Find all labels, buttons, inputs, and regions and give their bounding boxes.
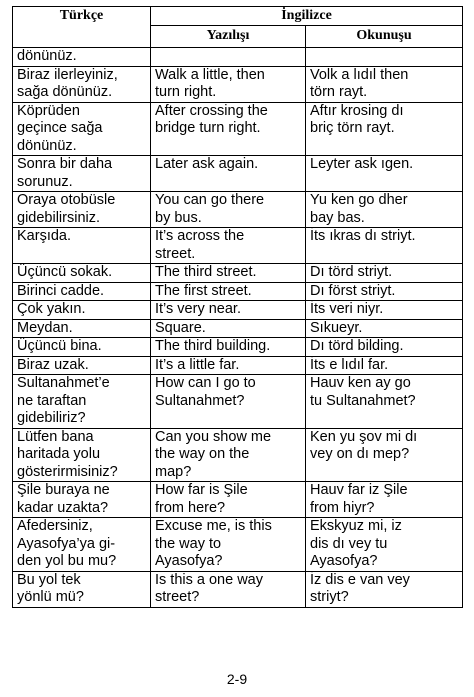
cell-english-written: Is this a one way street? [151,571,306,607]
table-header [13,7,463,48]
cell-pronunciation: Aftır krosing dı briç törn rayt. [306,102,463,156]
cell-turkish: Üçüncü bina. [13,338,151,357]
table-row [13,48,463,67]
cell-turkish: Oraya otobüsle gidebilirsiniz. [13,192,151,228]
cell-pronunciation: Dı törd striyt. [306,264,463,283]
page-number: 2-9 [226,671,248,687]
cell-turkish: Afedersiniz, Ayasofya’ya gi- den yol bu mu? [13,518,151,572]
cell-turkish: Lütfen bana haritada yolu gösterirmisiniz? [13,428,151,482]
cell-english-written: How far is Şile from here? [151,482,306,518]
table-row [13,228,463,264]
cell-english-written: Excuse me, is this the way to Ayasofya? [151,518,306,572]
cell-english-written: Square. [151,319,306,338]
table-body [13,48,463,608]
cell-pronunciation: Ken yu şov mi dı vey on dı mep? [306,428,463,482]
cell-turkish: dönünüz. [13,48,151,67]
table-row [13,338,463,357]
table-row [13,192,463,228]
table-row [13,482,463,518]
cell-pronunciation: Sıkueyr. [306,319,463,338]
cell-english-written: The third street. [151,264,306,283]
cell-pronunciation: Volk a lıdıl then törn rayt. [306,66,463,102]
cell-pronunciation: İts e lıdıl far. [306,356,463,375]
cell-pronunciation: Ekskyuz mi, iz dis dı vey tu Ayasofya? [306,518,463,572]
cell-english-written: Walk a little, then turn right. [151,66,306,102]
cell-pronunciation: İz dis e van vey striyt? [306,571,463,607]
table-row [13,319,463,338]
cell-turkish: Sultanahmet’e ne taraftan gidebiliriz? [13,375,151,429]
table-row [13,156,463,192]
cell-turkish: Sonra bir daha sorunuz. [13,156,151,192]
cell-pronunciation: Dı törd bilding. [306,338,463,357]
table-row [13,301,463,320]
header-pronunciation: Okunuşu [306,26,463,48]
table-row [13,264,463,283]
cell-pronunciation: Leyter ask ıgen. [306,156,463,192]
table-row [13,518,463,572]
table-row [13,102,463,156]
phrase-table [12,6,463,608]
header-turkish: Türkçe [13,7,151,48]
cell-pronunciation: Dı först striyt. [306,282,463,301]
cell-english-written: You can go there by bus. [151,192,306,228]
cell-pronunciation: Hauv ken ay go tu Sultanahmet? [306,375,463,429]
cell-english-written: The third building. [151,338,306,357]
cell-turkish: Biraz ilerleyiniz, sağa dönünüz. [13,66,151,102]
cell-turkish: Bu yol tek yönlü mü? [13,571,151,607]
cell-english-written: It’s across the street. [151,228,306,264]
cell-turkish: Karşıda. [13,228,151,264]
cell-english-written: It’s a little far. [151,356,306,375]
cell-pronunciation: İts veri niyr. [306,301,463,320]
cell-english-written: Later ask again. [151,156,306,192]
cell-english-written: It’s very near. [151,301,306,320]
cell-pronunciation [306,48,463,67]
cell-turkish: Birinci cadde. [13,282,151,301]
header-english: İngilizce [151,7,463,26]
table-row [13,428,463,482]
cell-turkish: Meydan. [13,319,151,338]
cell-english-written: After crossing the bridge turn right. [151,102,306,156]
table-row [13,356,463,375]
cell-turkish: Şile buraya ne kadar uzakta? [13,482,151,518]
header-written: Yazılışı [151,26,306,48]
table-row [13,375,463,429]
cell-turkish: Üçüncü sokak. [13,264,151,283]
cell-english-written [151,48,306,67]
cell-english-written: How can I go to Sultanahmet? [151,375,306,429]
cell-pronunciation: Yu ken go dher bay bas. [306,192,463,228]
cell-english-written: The first street. [151,282,306,301]
table-row [13,571,463,607]
cell-english-written: Can you show me the way on the map? [151,428,306,482]
cell-pronunciation: İts ıkras dı striyt. [306,228,463,264]
cell-turkish: Biraz uzak. [13,356,151,375]
cell-turkish: Çok yakın. [13,301,151,320]
cell-pronunciation: Hauv far iz Şile from hiyr? [306,482,463,518]
cell-turkish: Köprüden geçince sağa dönünüz. [13,102,151,156]
table-row [13,282,463,301]
table-row [13,66,463,102]
